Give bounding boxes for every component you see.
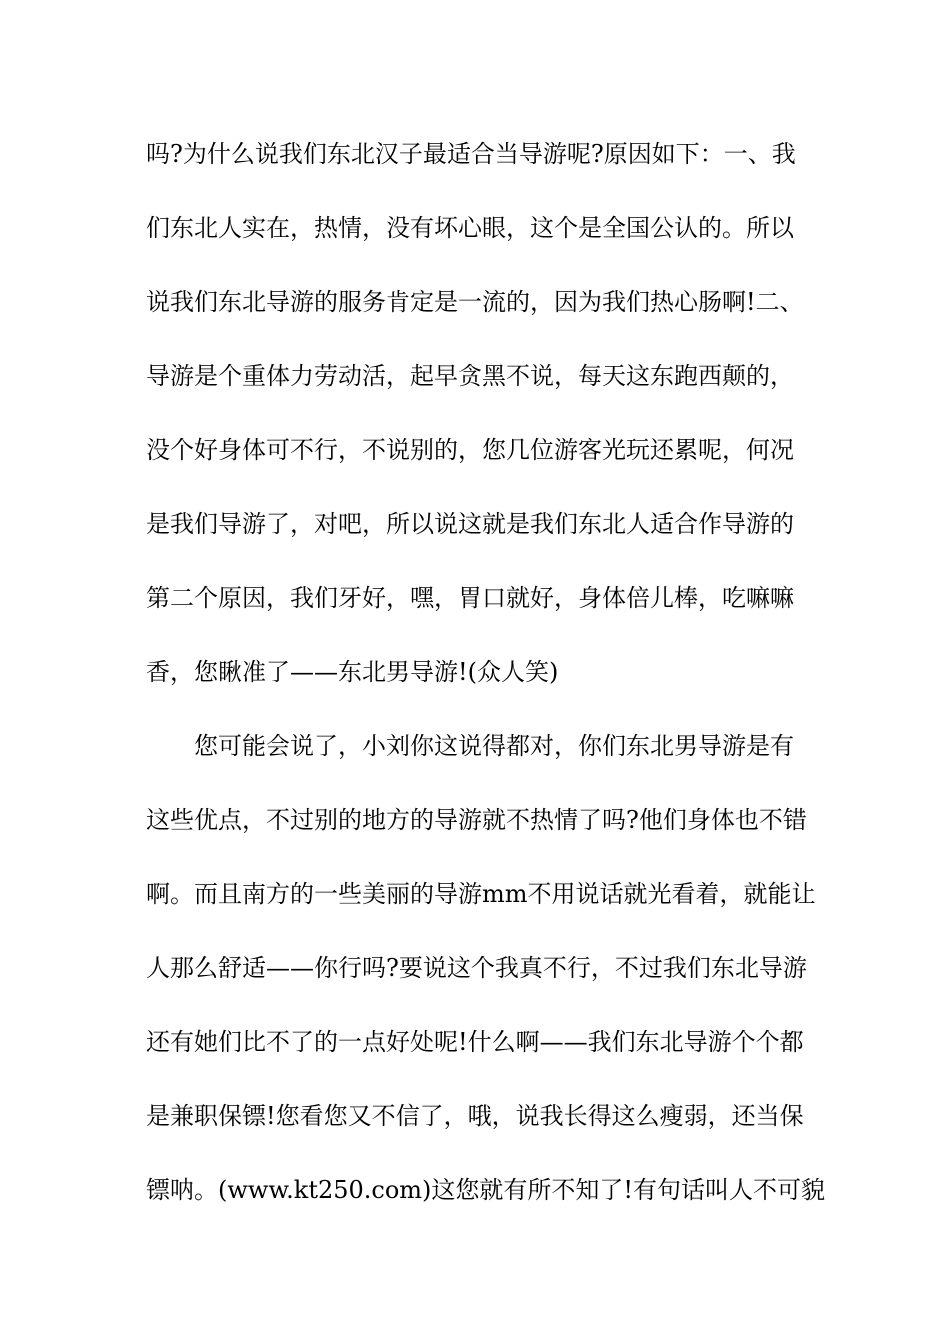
text-line: 们东北人实在，热情，没有坏心眼，这个是全国公认的。所以 xyxy=(146,214,794,242)
text-line: 说我们东北导游的服务肯定是一流的，因为我们热心肠啊!二、 xyxy=(146,288,804,316)
text-line: 这些优点，不过别的地方的导游就不热情了吗?他们身体也不错 xyxy=(146,806,807,834)
text-line: 没个好身体可不行，不说别的，您几位游客光玩还累呢，何况 xyxy=(146,436,794,464)
text-line: 镖呐。(www.kt250.com)这您就有所不知了!有句话叫人不可貌 xyxy=(146,1176,826,1204)
text-line: 您可能会说了，小刘你这说得都对，你们东北男导游是有 xyxy=(194,732,794,760)
text-line: 导游是个重体力劳动活，起早贪黑不说，每天这东跑西颠的， xyxy=(146,362,794,390)
paragraph-2 xyxy=(146,724,826,1242)
text-line: 是我们导游了，对吧，所以说这就是我们东北人适合作导游的 xyxy=(146,510,794,538)
text-line: 人那么舒适——你行吗?要说这个我真不行，不过我们东北导游 xyxy=(146,954,807,982)
text-line: 吗?为什么说我们东北汉子最适合当导游呢?原因如下：一、我 xyxy=(146,140,796,168)
document-body xyxy=(146,132,826,1242)
text-line: 还有她们比不了的一点好处呢!什么啊——我们东北导游个个都 xyxy=(146,1028,804,1056)
text-line: 是兼职保镖!您看您又不信了，哦，说我长得这么瘦弱，还当保 xyxy=(146,1102,804,1130)
paragraph-1 xyxy=(146,132,826,724)
text-line: 香，您瞅准了——东北男导游!(众人笑) xyxy=(146,658,559,686)
text-line: 啊。而且南方的一些美丽的导游mm不用说话就光看着，就能让 xyxy=(146,880,816,908)
text-line: 第二个原因，我们牙好，嘿，胃口就好，身体倍儿棒，吃嘛嘛 xyxy=(146,584,794,612)
